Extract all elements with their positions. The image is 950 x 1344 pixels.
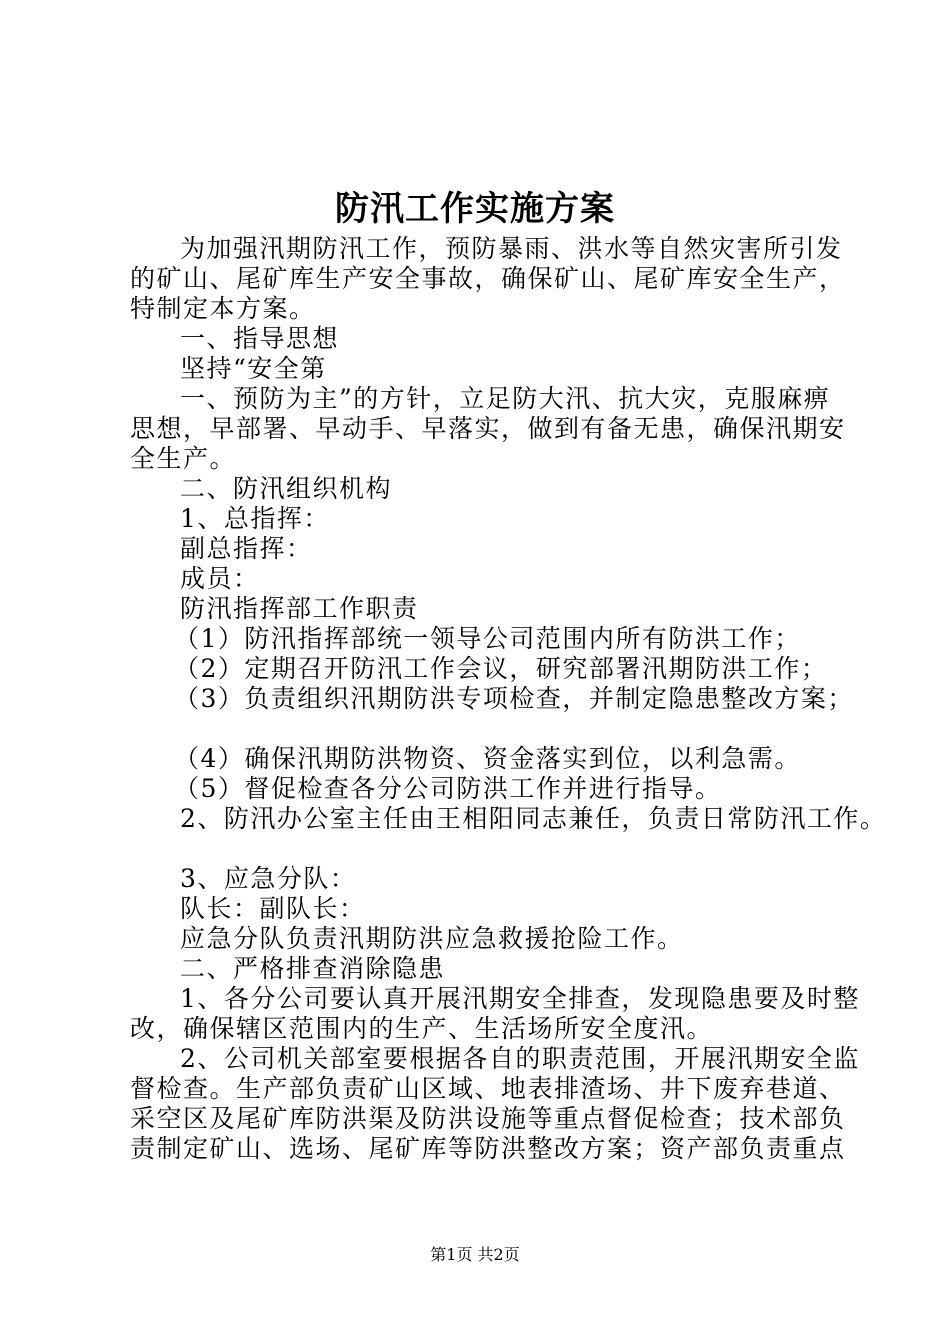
list-item: （4）确保汛期防洪物资、资金落实到位，以利急需。: [174, 744, 801, 773]
list-item: 1、总指挥：: [180, 504, 330, 533]
paragraph-line: 1、各分公司要认真开展汛期安全排查，发现隐患要及时整: [180, 984, 860, 1013]
paragraph-line: 改，确保辖区范围内的生产、生活场所安全度汛。: [130, 1014, 714, 1043]
subsection-heading: 防汛指挥部工作职责: [180, 594, 419, 623]
section-heading: 一、指导思想: [180, 324, 340, 353]
paragraph-line: 坚持“安全第: [180, 354, 327, 383]
paragraph-line: 责制定矿山、选场、尾矿库等防洪整改方案；资产部负责重点: [130, 1134, 846, 1163]
list-item: 3、应急分队：: [180, 864, 357, 893]
paragraph-line: 应急分队负责汛期防洪应急救援抢险工作。: [180, 924, 684, 953]
paragraph-line: 为加强汛期防汛工作，预防暴雨、洪水等自然灾害所引发: [180, 234, 843, 263]
list-item: 副总指挥：: [180, 534, 313, 563]
paragraph-line: 采空区及尾矿库防洪渠及防洪设施等重点督促检查；技术部负: [130, 1104, 846, 1133]
paragraph-line: 一、预防为主”的方针，立足防大汛、抗大灾，克服麻痹: [180, 384, 831, 413]
paragraph-line: 的矿山、尾矿库生产安全事故，确保矿山、尾矿库安全生产，: [130, 264, 846, 293]
document-title: 防汛工作实施方案: [335, 189, 615, 229]
spacer: [130, 714, 840, 744]
paragraph-line: 思想，早部署、早动手、早落实，做到有备无患，确保汛期安: [130, 414, 846, 443]
list-item: 成员：: [180, 564, 260, 593]
paragraph-line: 特制定本方案。: [130, 294, 316, 323]
list-item: 2、防汛办公室主任由王相阳同志兼任，负责日常防汛工作。: [180, 804, 887, 833]
list-item: （2）定期召开防汛工作会议，研究部署汛期防洪工作；: [174, 654, 828, 683]
paragraph-line: 督检查。生产部负责矿山区域、地表排渣场、井下废弃巷道、: [130, 1074, 846, 1103]
paragraph-line: 2、公司机关部室要根据各自的职责范围，开展汛期安全监: [180, 1044, 860, 1073]
list-item: （3）负责组织汛期防洪专项检查，并制定隐患整改方案；: [174, 684, 854, 713]
section-heading: 二、防汛组织机构: [180, 474, 393, 503]
document-body: [130, 234, 887, 1164]
list-item: （1）防汛指挥部统一领导公司范围内所有防洪工作；: [174, 624, 801, 653]
paragraph-line: 全生产。: [130, 444, 237, 473]
list-item: （5）督促检查各分公司防洪工作并进行指导。: [174, 774, 722, 803]
page-number: 第1页 共2页: [430, 1245, 520, 1264]
list-item: 队长：副队长：: [180, 894, 366, 923]
spacer: [130, 834, 840, 864]
section-heading: 二、严格排查消除隐患: [180, 954, 446, 983]
